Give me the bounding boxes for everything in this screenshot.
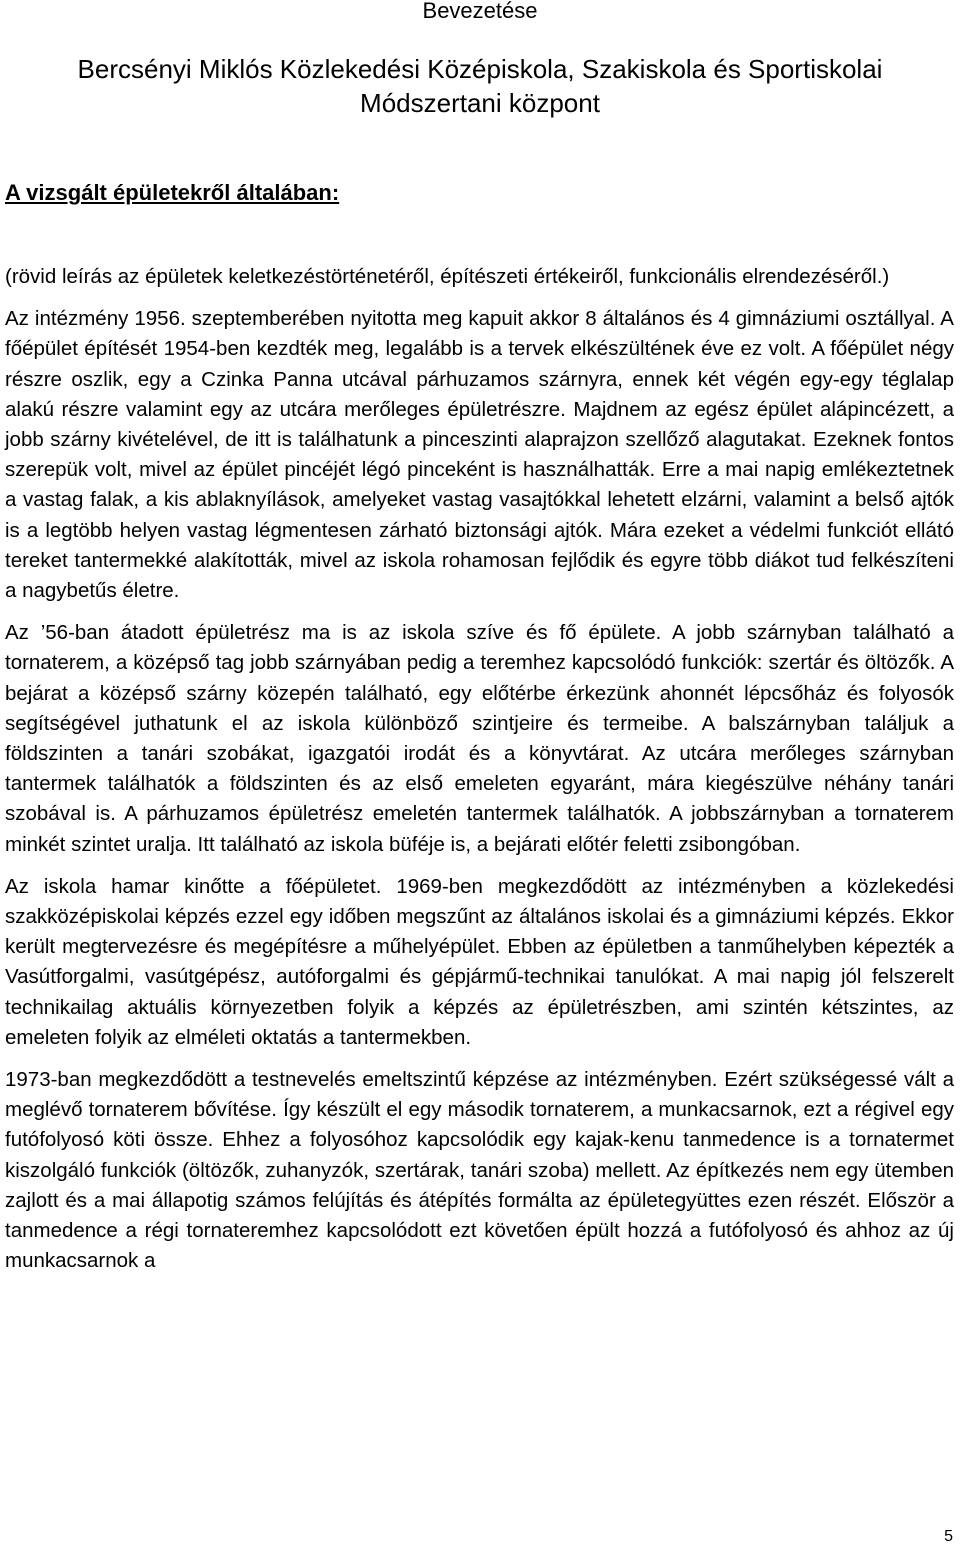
paragraph-workshop-building: Az iskola hamar kinőtte a főépületet. 1969-ben megkezdődött az intézményben a közlekedési szakközépiskolai képzés ezzel egy időben megszűnt az általános iskolai és a gimnáziumi képzés. Ekkor került megtervezésre és megépítésre a műhelyépület. Ebben az épületben a tanműhelyben képezték a Vasútforgalmi, vasútgépész, autóforgalmi és gépjármű-technikai tanulókat. A mai napig jól felszerelt technikailag aktuális környezetben folyik a képzés az épületrészben, ami szintén kétszintes, az emeleten folyik az elméleti oktatás a tantermekben. [5, 874, 954, 1049]
paragraph-history: Az intézmény 1956. szeptemberében nyitotta meg kapuit akkor 8 általános és 4 gimnáziumi osztállyal. A főépület építését 1954-ben kezdték meg, legalább is a tervek elkészültének éve ez volt. A főépület négy részre oszlik, egy a Czinka Panna utcával párhuzamos szárnyra, ennek két végén egy-egy téglalap alakú részre valamint egy az utcára merőleges épületrészre. Majdnem az egész épület alápincézett, a jobb szárny kivételével, de itt is találhatunk a pinceszinti alaprajzon szellőző alagutakat. Ezeknek fontos szerepük volt, mivel az épület pincéjét légó pinceként is használhatták. Erre a mai napig emlékeztetnek a vastag falak, a kis ablaknyílások, amelyeket vastag vasajtókkal lehetett elzárni, valamint a belső ajtók is a legtöbb helyen vastag légmentesen zárható biztonsági ajtók. Mára ezeket a védelmi funkciót ellátó tereket tantermekké alakították, mivel az iskola rohamosan fejlődik és egyre több diákot tud felkészíteni a nagybetűs életre. [5, 307, 954, 603]
paragraph-sports-hall: 1973-ban megkezdődött a testnevelés emeltszintű képzése az intézményben. Ezért szükségessé vált a meglévő tornaterem bővítése. Így készült el egy második tornaterem, a munkacsarnok, ezt a régivel egy futófolyosó köti össze. Ehhez a folyosóhoz kapcsolódik egy kajak-kenu tanmedence is a tornatermet kiszolgáló funkciók (öltözők, zuhanyzók, szertárak, tanári szoba) mellett. Az építkezés nem egy ütemben zajlott és a mai állapotig számos felújítás és átépítés formálta az épületegyüttes ezen részét. Először a tanmedence a régi tornateremhez kapcsolódott ezt követően épült hozzá a futófolyosó és ahhoz az új munkacsarnok a [5, 1068, 954, 1273]
body-text [5, 262, 954, 1277]
paragraph-main-building: Az ’56-ban átadott épületrész ma is az iskola szíve és fő épülete. A jobb szárnyban található a tornaterem, a középső tag jobb szárnyában pedig a teremhez kapcsolódó funkciók: szertár és öltözők. A bejárat a középső szárny közepén található, egy előtérbe érkezünk ahonnét lépcsőház és folyosók segítségével juthatunk el az iskola különböző szintjeire és termeibe. A balszárnyban találjuk a földszinten a tanári szobákat, igazgatói irodát és a könyvtárat. Az utcára merőleges szárnyban tantermek találhatók a földszinten és az első emeleten egyaránt, mára kiegészülve néhány tanári szobával is. A párhuzamos épületrész emeletén tantermek találhatók. A jobbszárnyban a tornaterem minkét szintet uralja. Itt található az iskola büféje is, a bejárati előtér feletti zsibongóban. [5, 621, 954, 856]
document-title: Bevezetése [422, 0, 538, 23]
institution-name-line-2: Módszertani központ [360, 88, 600, 118]
institution-name-line-1: Bercsényi Miklós Közlekedési Középiskola, Szakiskola és Sportiskolai [77, 54, 883, 84]
institution-name [0, 52, 960, 120]
paragraph-intro-note: (rövid leírás az épületek keletkezéstörténetéről, építészeti értékeiről, funkcionális elrendezéséről.) [5, 265, 890, 288]
section-heading: A vizsgált épületekről általában: [5, 180, 340, 205]
page-number: 5 [944, 1528, 953, 1545]
